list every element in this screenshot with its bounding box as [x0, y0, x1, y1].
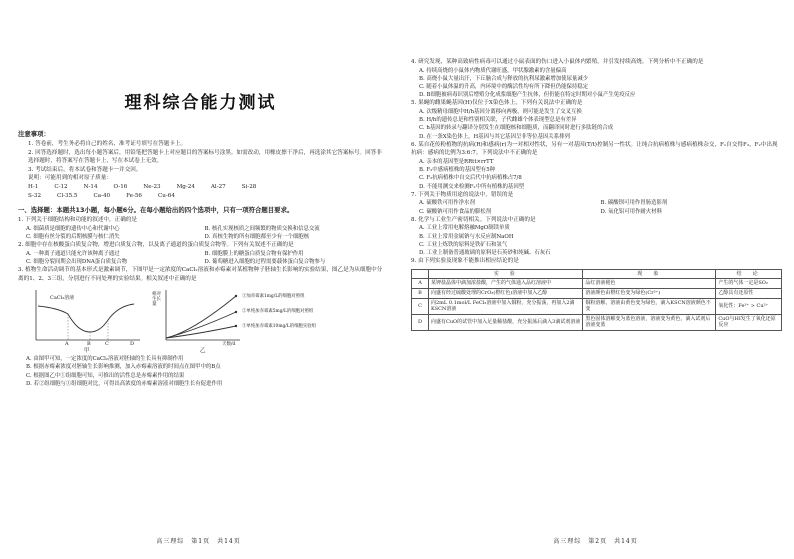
- table-cell: A: [412, 279, 429, 289]
- q2-options: [18, 250, 383, 266]
- option: A. 由图甲可知，一定浓度的CaCl₂溶液对胚轴的生长具有抑制作用: [26, 356, 184, 363]
- question-2: 2. 细胞中存在核酸蛋白质复合物，增进白质复合物，以及离子通道的蛋白质复合物等。下列有关叙述不正确的是: [18, 241, 294, 248]
- option: B. 工业上常用金属钠与水反应制NaOH: [419, 233, 514, 240]
- atom: N-14: [83, 183, 98, 190]
- option: C. 根据图乙中①组细胞可知，可推出的活性总是赤霉素作用的结果: [26, 372, 185, 379]
- question-1: 1. 下列关于细胞结构和功能的叙述中，正确的是: [18, 216, 137, 223]
- q4-options: [411, 67, 782, 100]
- option: A. 细菌质是细胞的遗传中心和代谢中心: [26, 225, 120, 232]
- option: D. 若②组细胞与①组细胞对比，可得出高浓度的赤霉素溶液对细胞生长有促进作用: [26, 380, 223, 387]
- table-cell: D: [412, 314, 429, 330]
- question-4: 4. 研究发现，某种高致病性病毒可以通过小鼠表面的伤口进入小鼠体内繁殖，并引发持续高烧。下列分析中不正确的是: [411, 59, 704, 65]
- table-header: 现 象: [583, 269, 716, 279]
- table-cell: 品红溶液褪色: [583, 279, 716, 289]
- option: A. 次级精母细胞中H/h基因分离移向两极，则可能是发生了交叉互换: [419, 109, 582, 115]
- table-header-row: [412, 269, 782, 279]
- option: D. 氧化铝可用作耐火材料: [600, 208, 662, 215]
- option: A. 亲本的基因型是RRtt×rrTT: [419, 159, 494, 165]
- atom: C-12: [54, 183, 68, 190]
- note-3: 3. 考试结束后，将本试卷和答题卡一并交回。: [28, 166, 142, 173]
- table-row: [412, 289, 782, 299]
- option: D. 不能用测交来检测F₂中所有植株的基因型: [419, 183, 525, 190]
- atom: Fe-56: [126, 192, 142, 199]
- option: D. 在一条X染色体上，H基因与其它基因呈非等位基因关系排列: [419, 133, 570, 140]
- atom: Cl-35.5: [57, 192, 78, 199]
- atom: O-16: [113, 183, 128, 190]
- option: A. 一种离子通道只能允许该种离子通过: [26, 250, 120, 257]
- option: D. 工业上制备普通玻璃的原料是石英砂和纯碱、石灰石: [419, 250, 551, 257]
- notes-heading: 注意事项：: [18, 130, 50, 138]
- atoms-row-2: [18, 192, 383, 201]
- option: B. 高烧小鼠大量出汗，下丘脑合成与释放的抗利尿激素增加使尿量减少: [419, 75, 589, 82]
- option: C. 工业上炼铁的原料是铁矿石和氢气: [419, 241, 508, 248]
- question-5: 5. 果蝇的雌果蝇基因(H)仅位于X染色体上，下列有关说法中正确的是: [411, 100, 583, 107]
- page-footer-left: 高三理综 第1页 共14页: [156, 538, 241, 545]
- q7-options: [411, 199, 782, 215]
- figure-a-point-a: A: [65, 341, 69, 348]
- option: C. 随着小鼠体温的升高，内环境中的酶活性均有所下降但仍能保持稳定: [419, 84, 589, 90]
- figure-b-legend-3: ③单纯加赤霉素10mg/L的细胞实验组: [242, 324, 317, 330]
- table-cell: 溶液颜色由橙红色变为绿色(Cr³⁺): [583, 289, 716, 299]
- atom: H-1: [28, 183, 39, 190]
- note-1: 1. 答卷前，考生务必将自己的姓名、准考证号填写在答题卡上。: [28, 141, 187, 147]
- option: B. H/h的遗传总是和性别相关联，子代雌雄个体表现型总是有差异: [419, 117, 577, 124]
- exam-title: 理科综合能力测试: [124, 93, 277, 113]
- table-cell: 某钾盐晶体中滴加浓盐酸，产生的气体通入品红溶液中: [429, 279, 583, 289]
- right-page: [397, 0, 794, 559]
- figure-b-caption: 乙: [200, 348, 206, 355]
- table-cell: 向盛有经过硫酸处理的CrO₃(橙红色)溶液中加入乙醇: [429, 289, 583, 299]
- question-8: 8. 化学与工业生产密切相关。下列说法中正确的是: [411, 216, 536, 223]
- table-header: 结 论: [716, 269, 782, 279]
- question-6: 6. 某自花传粉植物的抗病(R)和感病(r)为一对相对性状，另有一对基因(T/t)控制另一性状。让纯合抗病植株与感病植株杂交，F₁自交得F₂，F₂中出现抗病：感病的比例为3:6:7。下列说法中不正确的是: [411, 141, 778, 157]
- table-cell: C: [412, 298, 429, 314]
- option: D. B细胞被病毒识别后增殖分化成浆细胞产生抗体，但仍能在特定时期对小鼠产生免疫反应: [419, 92, 636, 99]
- table-cell: 向2mL 0.1mol/L FeCl₃溶液中加入铜粉，充分振荡，再加入2滴KSCN溶液: [429, 298, 583, 314]
- q3-options: [18, 355, 383, 388]
- table-cell: 铜粉溶解，溶液由黄色变为绿色，滴入KSCN溶液颜色不变: [583, 298, 716, 314]
- atom: S-32: [28, 192, 42, 199]
- figure-a: [28, 286, 146, 355]
- option: C. 细胞有丝分裂的后期核膜与核仁消失: [26, 233, 120, 240]
- figure-a-point-d: D: [130, 341, 135, 348]
- table-cell: 产生的气体一定是SO₂: [716, 279, 782, 289]
- figure-a-point-b: B: [87, 341, 91, 348]
- q8-options: [411, 224, 782, 257]
- atom: Ne-23: [143, 183, 161, 190]
- figure-a-label: CaCl₂溶液: [50, 295, 75, 302]
- option: B. 细胞膜上的糖蛋白质复合物有保护作用: [204, 250, 304, 257]
- note-2: 2. 回答选择题时，选出每小题答案后，用铅笔把答题卡上对应题目的答案标号涂黑。如需改动，用橡皮擦干净后，再选涂其它答案标号。回答非选择题时，将答案写在答题卡上，写在本试卷上无效。: [28, 149, 382, 165]
- atom: Si-28: [241, 183, 257, 190]
- figure-b-xlabel: 天数/d: [222, 342, 236, 348]
- option: C. F₂抗病植株中自交后代中抗病植株占7/8: [419, 175, 522, 182]
- figure-a-caption: 甲: [84, 348, 90, 355]
- table-cell: CuO与HI发生了氧化还原反应: [716, 314, 782, 330]
- atoms-row-1: [18, 183, 383, 192]
- question-3: 3. 植物生命活动调节的基本形式是激素调节，下图甲是一定浓度的CaCl₂溶液和赤霉素对某植物种子胚轴生长影响的实验结果，图乙是为从细胞中分离的1、2、3三组，分别进行不同处理的实验结果。相关叙述中正确的是: [18, 266, 383, 282]
- figure-group: [28, 286, 383, 355]
- table-cell: 向盛有CuO的试管中加入足量稀盐酸，充分振荡后滴入3滴试剂溶液: [429, 314, 583, 330]
- atom: Ca-40: [93, 192, 111, 199]
- figure-b-legend-2: ②单纯加赤霉素5mg/L的细胞对照组: [242, 309, 314, 315]
- atom: Mg-24: [176, 183, 195, 190]
- section-heading: 一、选择题：本题共13小题，每小题6分。在每小题给出的四个选项中，只有一项符合题目要求。: [18, 205, 294, 214]
- experiment-table: [411, 269, 782, 331]
- table-cell: 黑色固体溶解变为蓝色溶液，溶液变为黄色，滴入试剂后溶液变蓝: [583, 314, 716, 330]
- table-header: [412, 269, 429, 279]
- page-footer-right: 高三理综 第2页 共14页: [553, 538, 638, 545]
- option: B. 碳酸钡可用作胃肠造影剂: [600, 200, 668, 207]
- option: A. 硫酸铁可用作净水剂: [419, 200, 475, 207]
- figure-b: [152, 286, 342, 355]
- option: A. 工业上常用电解熔融MgO制镁单质: [419, 225, 510, 232]
- figure-a-point-c: C: [105, 341, 109, 348]
- q5-options: [411, 108, 782, 141]
- q6-options: [411, 158, 782, 191]
- option: A. 持续高烧的小鼠体内物质代谢旺盛，甲状腺激素的含量偏高: [419, 67, 567, 74]
- atom: Al-27: [210, 183, 226, 190]
- option: D. 葡萄糖进入细胞的过程需要载体蛋白复合物参与: [204, 258, 326, 265]
- table-row: [412, 279, 782, 289]
- option: B. F₂中感病植株的基因型有5种: [419, 167, 496, 174]
- option: B. 根据赤霉素浓度对胚轴生长影响推测，加入赤霉素溶液的时间点在图甲中的B点: [26, 364, 221, 371]
- figure-b-ylabel: 相对生长量: [152, 292, 161, 308]
- option: C. h基因的转录与翻译分别发生在细胞核和细胞质，而翻译同时进行多肽链的合成: [419, 125, 614, 132]
- option: D. 真核生物的所有细胞都至少有一个细胞核: [204, 233, 310, 240]
- option: C. 碳酸钠可用作食品的膨松剂: [419, 208, 492, 215]
- q1-options: [18, 225, 383, 241]
- question-9: 9. 由下列实验及现象不能推出相应结论的是: [411, 258, 519, 265]
- option: C. 细胞分裂间期会出现DNA蛋白质复合物: [26, 258, 128, 265]
- atoms-intro: 说明：可能用到的相对原子质量：: [28, 175, 112, 182]
- table-row: [412, 298, 782, 314]
- figure-b-legend-1: ①加赤霉素1mg/L的细胞对照组: [242, 294, 305, 300]
- table-cell: B: [412, 289, 429, 299]
- table-cell: 乙醇具有还原性: [716, 289, 782, 299]
- question-7: 7. 下列关于物质用途的说法中，错误的是: [411, 191, 514, 198]
- table-row: [412, 314, 782, 330]
- option: B. 核孔实现核质之间频繁的物质交换和信息交流: [204, 225, 320, 232]
- table-header: 实 验: [429, 269, 583, 279]
- table-cell: 氧化性：Fe³⁺ > Cu²⁺: [716, 298, 782, 314]
- atom: Cu-64: [158, 192, 175, 199]
